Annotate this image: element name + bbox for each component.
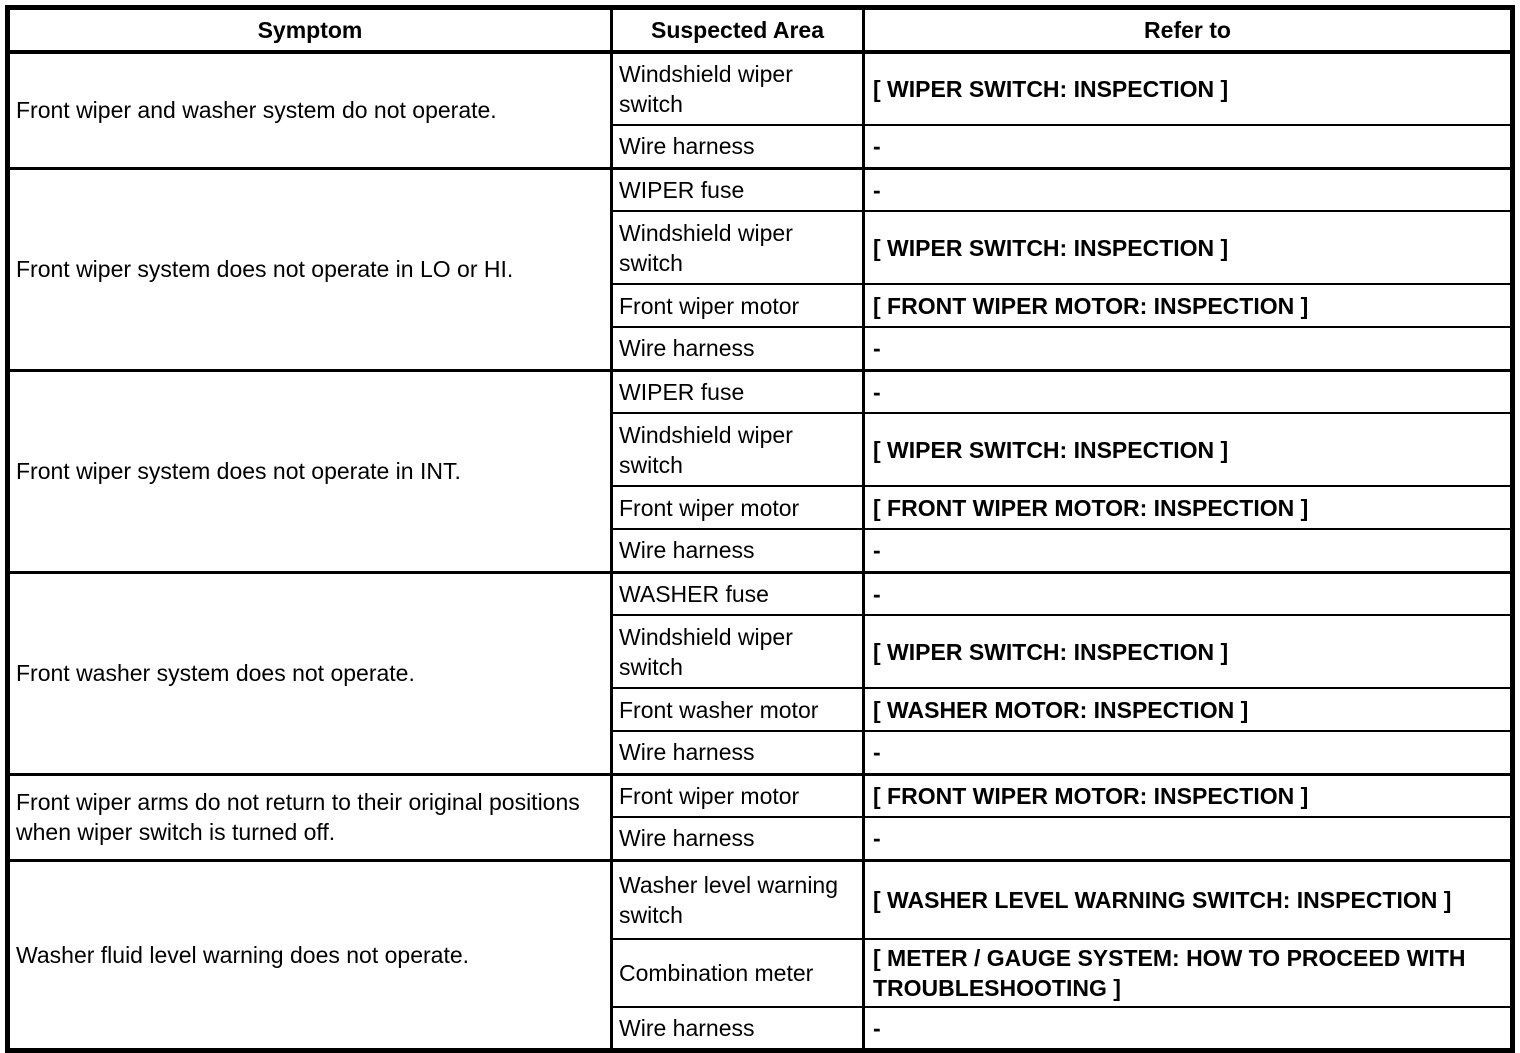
header-row (8, 8, 1513, 53)
area-cell: Combination meter (612, 939, 864, 1007)
symptom-troubleshooting-table (5, 5, 1515, 1053)
symptom-cell: Front wiper system does not operate in INT. (8, 370, 612, 572)
refer-cell: [ WASHER MOTOR: INSPECTION ] (864, 688, 1513, 731)
area-cell: Wire harness (612, 529, 864, 572)
table-row (8, 572, 1513, 615)
col-header-refer-to: Refer to (864, 8, 1513, 53)
area-cell: Wire harness (612, 1007, 864, 1050)
table-row (8, 52, 1513, 125)
refer-cell: - (864, 125, 1513, 168)
refer-cell: [ WASHER LEVEL WARNING SWITCH: INSPECTION ] (864, 860, 1513, 939)
area-cell: Front wiper motor (612, 284, 864, 327)
area-cell: WIPER fuse (612, 370, 864, 413)
symptom-cell: Front wiper and washer system do not operate. (8, 52, 612, 168)
area-cell: Front wiper motor (612, 486, 864, 529)
symptom-cell: Front wiper arms do not return to their original positions when wiper switch is turned off. (8, 774, 612, 860)
refer-cell: - (864, 168, 1513, 211)
refer-cell: - (864, 327, 1513, 370)
col-header-symptom: Symptom (8, 8, 612, 53)
table-row (8, 860, 1513, 939)
area-cell: Wire harness (612, 731, 864, 774)
symptom-cell: Washer fluid level warning does not operate. (8, 860, 612, 1050)
refer-cell: [ WIPER SWITCH: INSPECTION ] (864, 615, 1513, 688)
table-row (8, 370, 1513, 413)
area-cell: Front wiper motor (612, 774, 864, 817)
table-row (8, 774, 1513, 817)
refer-cell: - (864, 731, 1513, 774)
refer-cell: [ WIPER SWITCH: INSPECTION ] (864, 211, 1513, 284)
symptom-cell: Front wiper system does not operate in LO or HI. (8, 168, 612, 370)
area-cell: WASHER fuse (612, 572, 864, 615)
refer-cell: [ WIPER SWITCH: INSPECTION ] (864, 52, 1513, 125)
symptom-cell: Front washer system does not operate. (8, 572, 612, 774)
refer-cell: - (864, 572, 1513, 615)
refer-cell: [ FRONT WIPER MOTOR: INSPECTION ] (864, 774, 1513, 817)
area-cell: Windshield wiper switch (612, 413, 864, 486)
area-cell: Wire harness (612, 817, 864, 860)
area-cell: Wire harness (612, 327, 864, 370)
col-header-suspected-area: Suspected Area (612, 8, 864, 53)
refer-cell: [ FRONT WIPER MOTOR: INSPECTION ] (864, 486, 1513, 529)
refer-cell: - (864, 529, 1513, 572)
table-row (8, 168, 1513, 211)
refer-cell: - (864, 370, 1513, 413)
refer-cell: - (864, 1007, 1513, 1050)
area-cell: Washer level warning switch (612, 860, 864, 939)
refer-cell: - (864, 817, 1513, 860)
area-cell: Front washer motor (612, 688, 864, 731)
refer-cell: [ FRONT WIPER MOTOR: INSPECTION ] (864, 284, 1513, 327)
refer-cell: [ WIPER SWITCH: INSPECTION ] (864, 413, 1513, 486)
area-cell: Windshield wiper switch (612, 52, 864, 125)
area-cell: Windshield wiper switch (612, 211, 864, 284)
area-cell: WIPER fuse (612, 168, 864, 211)
area-cell: Wire harness (612, 125, 864, 168)
refer-cell: [ METER / GAUGE SYSTEM: HOW TO PROCEED WITH TROUBLESHOOTING ] (864, 939, 1513, 1007)
area-cell: Windshield wiper switch (612, 615, 864, 688)
